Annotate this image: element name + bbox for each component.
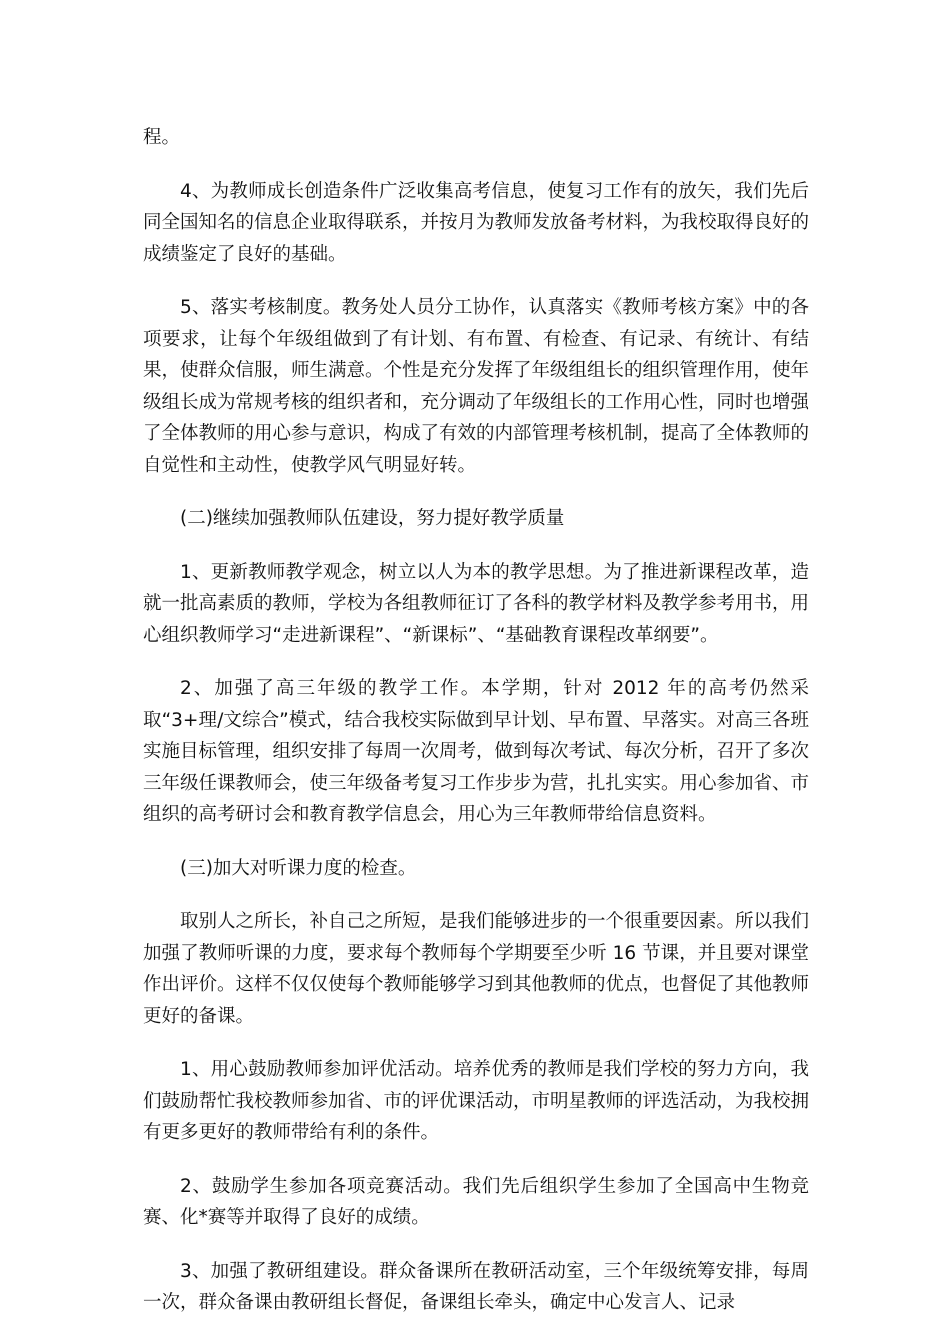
section-heading-2: (二)继续加强教师队伍建设，努力提好教学质量 <box>180 508 565 529</box>
paragraph-section3-intro: 取别人之所长，补自己之所短，是我们能够进步的一个很重要因素。所以我们加强了教师听课的力度，要求每个教师每个学期要至少听 16 节课，并且要对课堂作出评价。这样不仅仅使每个教师能够学习到其他教师的优点，也督促了其他教师更好的备课。 <box>143 911 810 1027</box>
paragraph-section3-item-2: 2、鼓励学生参加各项竞赛活动。我们先后组织学生参加了全国高中生物竞赛、化*赛等并取得了良好的成绩。 <box>143 1175 809 1228</box>
paragraph-section3-item-1: 1、用心鼓励教师参加评优活动。培养优秀的教师是我们学校的努力方向，我们鼓励帮忙我校教师参加省、市的评优课活动，市明星教师的评选活动，为我校拥有更多更好的教师带给有利的条件。 <box>143 1059 810 1143</box>
paragraph-section3-item-3: 3、加强了教研组建设。群众备课所在教研活动室，三个年级统筹安排，每周一次，群众备课由教研组长督促，备课组长牵头，确定中心发言人、记录 <box>143 1260 809 1313</box>
section-heading-3: (三)加大对听课力度的检查。 <box>180 857 417 879</box>
paragraph-item-5: 5、落实考核制度。教务处人员分工协作，认真落实《教师考核方案》中的各项要求，让每个年级组做到了有计划、有布置、有检查、有记录、有统计、有结果，使群众信服，师生满意。个性是充分发挥了年级组组长的组织管理作用，使年级组长成为常规考核的组织者和，充分调动了年级组长的工作用心性，同时也增强了全体教师的用心参与意识，构成了有效的内部管理考核机制，提高了全体教师的自觉性和主动性，使教学风气明显好转。 <box>143 297 810 476</box>
paragraph-continuation: 程。 <box>143 127 181 148</box>
paragraph-section2-item-2: 2、加强了高三年级的教学工作。本学期，针对 2012 年的高考仍然采取“3+理/文综合”模式，结合我校实际做到早计划、早布置、早落实。对高三各班实施目标管理，组织安排了每周一次周考，做到每次考试、每次分析，召开了多次三年级任课教师会，使三年级备考复习工作步步为营，扎扎实实。用心参加省、市组织的高考研讨会和教育教学信息会，用心为三年教师带给信息资料。 <box>143 678 810 825</box>
paragraph-section2-item-1: 1、更新教师教学观念，树立以人为本的教学思想。为了推进新课程改革，造就一批高素质的教师，学校为各组教师征订了各科的教学材料及教学参考用书，用心组织教师学习“走进新课程”、“新课标”、“基础教育课程改革纲要”。 <box>143 561 810 646</box>
document-body <box>143 122 809 1341</box>
paragraph-item-4: 4、为教师成长创造条件广泛收集高考信息，使复习工作有的放矢，我们先后同全国知名的信息企业取得联系，并按月为教师发放备考材料，为我校取得良好的成绩鉴定了良好的基础。 <box>143 180 810 265</box>
